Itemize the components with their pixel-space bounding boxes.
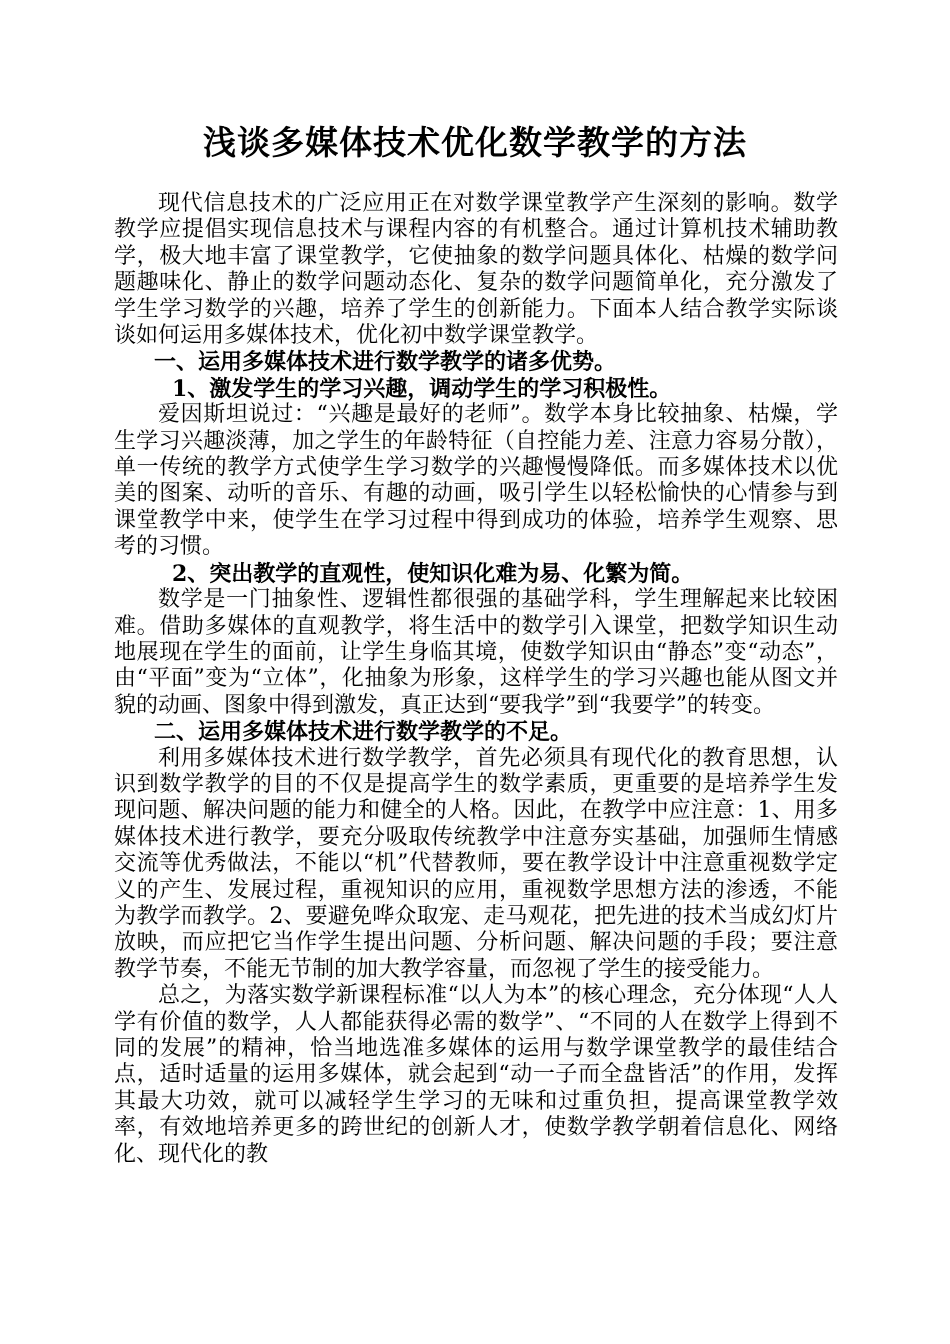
document-title: 浅谈多媒体技术优化数学教学的方法: [203, 123, 747, 162]
section-2-paragraph: 利用多媒体技术进行数学教学，首先必须具有现代化的教育思想，认识到数学教学的目的不仅是提高学生的数学素质，更重要的是培养学生发现问题、解决问题的能力和健全的人格。因此，在教学中应注意：1、用多媒体技术进行教学，要充分吸取传统教学中注意夯实基础，加强师生情感交流等优秀做法，不能以“机”代替教师，要在教学设计中注意重视数学定义的产生、发展过程，重视知识的应用，重视数学思想方法的渗透，不能为教学而教学。2、要避免哗众取宠、走马观花，把先进的技术当成幻灯片放映，而应把它当作学生提出问题、分析问题、解决问题的手段；要注意教学节奏，不能无节制的加大教学容量，而忽视了学生的接受能力。: [114, 745, 838, 982]
section-2-heading: 二、运用多媒体技术进行数学教学的不足。: [154, 719, 573, 746]
subsection-2-heading: 2、突出教学的直观性，使知识化难为易、化繁为简。: [172, 560, 694, 587]
intro-paragraph: 现代信息技术的广泛应用正在对数学课堂教学产生深刻的影响。数学教学应提倡实现信息技术与课程内容的有机整合。通过计算机技术辅助教学，极大地丰富了课堂教学，它使抽象的数学问题具体化、枯燥的数学问题趣味化、静止的数学问题动态化、复杂的数学问题简单化，充分激发了学生学习数学的兴趣，培养了学生的创新能力。下面本人结合教学实际谈谈如何运用多媒体技术，优化初中数学课堂教学。: [114, 191, 838, 349]
section-1-heading: 一、运用多媒体技术进行数学教学的诸多优势。: [154, 349, 617, 376]
subsection-1-paragraph: 爱因斯坦说过：“兴趣是最好的老师”。数学本身比较抽象、枯燥，学生学习兴趣淡薄，加之学生的年龄特征（自控能力差、注意力容易分散），单一传统的教学方式使学生学习数学的兴趣慢慢降低。而多媒体技术以优美的图案、动听的音乐、有趣的动画，吸引学生以轻松愉快的心情参与到课堂教学中来，使学生在学习过程中得到成功的体验，培养学生观察、思考的习惯。: [114, 402, 838, 560]
subsection-2-paragraph: 数学是一门抽象性、逻辑性都很强的基础学科，学生理解起来比较困难。借助多媒体的直观教学，将生活中的数学引入课堂，把数学知识生动地展现在学生的面前，让学生身临其境，使数学知识由“静态”变“动态”，由“平面”变为“立体”，化抽象为形象，这样学生的学习兴趣也能从图文并貌的动画、图象中得到激发，真正达到“要我学”到“我要学”的转变。: [114, 587, 838, 718]
conclusion-paragraph: 总之，为落实数学新课程标准“以人为本”的核心理念，充分体现“人人学有价值的数学，人人都能获得必需的数学”、“不同的人在数学上得到不同的发展”的精神，恰当地选准多媒体的运用与数学课堂教学的最佳结合点，适时适量的运用多媒体，就会起到“动一子而全盘皆活”的作用，发挥其最大功效，就可以减轻学生学习的无味和过重负担，提高课堂教学效率，有效地培养更多的跨世纪的创新人才，使数学教学朝着信息化、网络化、现代化的教: [114, 983, 838, 1167]
document-body: [114, 191, 838, 1168]
subsection-1-heading: 1、激发学生的学习兴趣，调动学生的学习积极性。: [172, 375, 672, 402]
